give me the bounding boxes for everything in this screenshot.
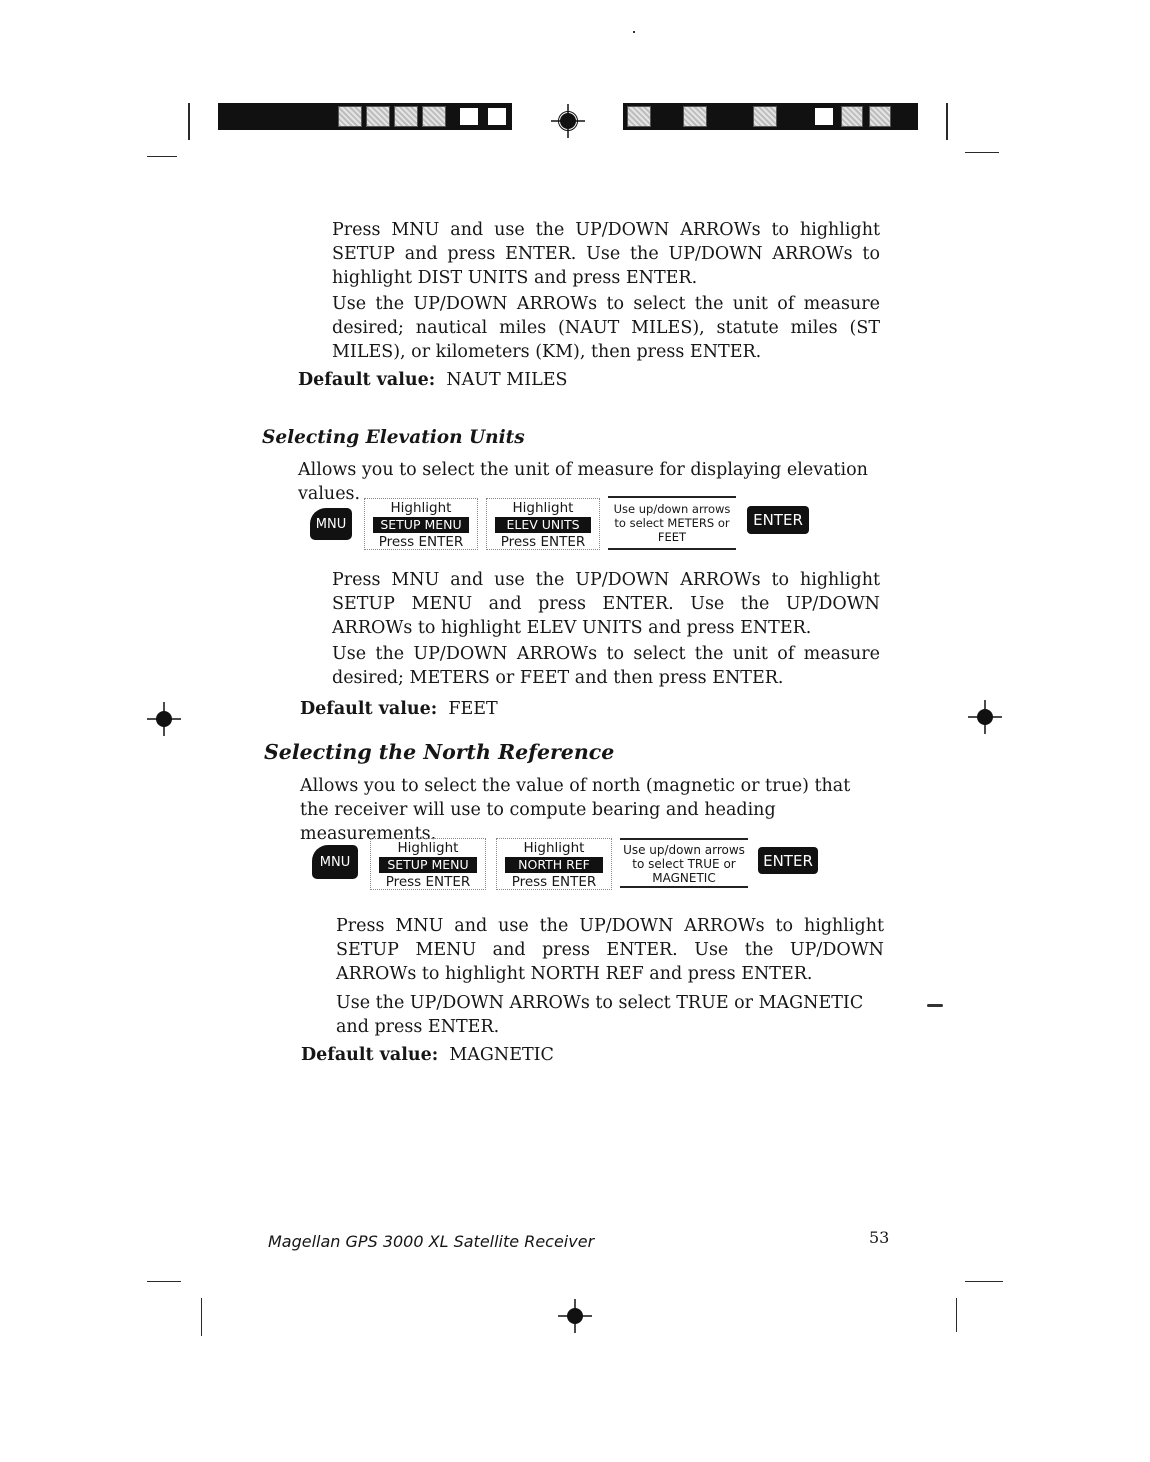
- default-label: Default value:: [300, 699, 438, 719]
- color-bar-right: [623, 103, 918, 130]
- intro-default-value: [298, 368, 568, 392]
- step-bottom-text: Press ENTER: [500, 534, 586, 550]
- crop-mark: [965, 152, 999, 153]
- footer-title: Magellan GPS 3000 XL Satellite Receiver: [268, 1232, 595, 1251]
- registration-mark-icon: [968, 700, 1002, 734]
- default-value: MAGNETIC: [449, 1045, 554, 1065]
- elevation-description: Allows you to select the unit of measure for displaying elevation values.: [298, 460, 868, 504]
- step-bottom-text: Press ENTER: [511, 874, 597, 890]
- color-bar-left: [218, 103, 512, 130]
- crop-mark: [147, 1281, 181, 1282]
- registration-mark-icon: [551, 104, 585, 138]
- crop-mark: [965, 1281, 1003, 1282]
- mnu-key-icon: MNU: [312, 845, 358, 879]
- step-instruction-note: [620, 838, 748, 888]
- registration-mark-icon: [147, 702, 181, 736]
- default-label: Default value:: [298, 370, 436, 390]
- step-top-text: Highlight: [523, 840, 585, 856]
- step-bottom-text: Press ENTER: [385, 874, 471, 890]
- elevation-heading: Selecting Elevation Units: [262, 427, 525, 448]
- elevation-default-value: [300, 697, 498, 721]
- step-highlight-text: SETUP MENU: [379, 857, 477, 873]
- note-line: FEET: [657, 530, 687, 544]
- step-highlight-text: SETUP MENU: [373, 517, 469, 533]
- north-procedure-diagram: [312, 836, 824, 896]
- enter-key-icon: ENTER: [747, 506, 809, 534]
- step-instruction-note: [608, 496, 736, 550]
- north-default-value: [301, 1043, 554, 1067]
- intro-paragraph-1: Press MNU and use the UP/DOWN ARROWs to highlight SETUP and press ENTER. Use the UP/DOWN ARROWs to highlight DIST UNITS and press ENTER.: [332, 220, 880, 288]
- step-setup-menu: [364, 498, 478, 550]
- step-top-text: Highlight: [512, 500, 574, 516]
- note-line: to select TRUE or: [632, 857, 736, 871]
- step-top-text: Highlight: [397, 840, 459, 856]
- crop-mark: [201, 1298, 202, 1336]
- step-setup-menu: [370, 838, 486, 890]
- scan-speck: [927, 1004, 943, 1007]
- registration-mark-icon: [558, 1299, 592, 1333]
- default-value: FEET: [448, 699, 498, 719]
- north-paragraph-2: Use the UP/DOWN ARROWs to select TRUE or MAGNETIC and press ENTER.: [336, 993, 864, 1037]
- north-paragraph-1: Press MNU and use the UP/DOWN ARROWs to highlight SETUP MENU and press ENTER. Use the UP/DOWN ARROWs to highlight NORTH REF and press ENTER.: [336, 916, 884, 984]
- step-top-text: Highlight: [390, 500, 452, 516]
- default-value: NAUT MILES: [446, 370, 568, 390]
- crop-mark: [147, 156, 177, 157]
- note-line: to select METERS or: [614, 516, 730, 530]
- north-heading: Selecting the North Reference: [264, 740, 615, 764]
- note-line: Use up/down arrows: [613, 502, 731, 516]
- step-highlight-text: ELEV UNITS: [495, 517, 591, 533]
- step-elev-units: [486, 498, 600, 550]
- note-line: MAGNETIC: [652, 871, 716, 885]
- crop-mark: [946, 103, 948, 140]
- crop-mark: [956, 1298, 957, 1332]
- scan-speck: [633, 31, 635, 33]
- enter-key-icon: ENTER: [758, 847, 818, 874]
- step-north-ref: [496, 838, 612, 890]
- note-line: Use up/down arrows: [623, 843, 745, 857]
- elevation-procedure-diagram: [310, 496, 820, 556]
- step-highlight-text: NORTH REF: [505, 857, 603, 873]
- mnu-key-icon: MNU: [310, 508, 352, 540]
- default-label: Default value:: [301, 1045, 439, 1065]
- step-bottom-text: Press ENTER: [378, 534, 464, 550]
- elevation-paragraph-1: Press MNU and use the UP/DOWN ARROWs to highlight SETUP MENU and press ENTER. Use the UP/DOWN ARROWs to highlight ELEV UNITS and press ENTER.: [332, 570, 880, 638]
- elevation-paragraph-2: Use the UP/DOWN ARROWs to select the unit of measure desired; METERS or FEET and then press ENTER.: [332, 644, 880, 688]
- page-number: 53: [869, 1228, 890, 1247]
- intro-paragraph-2: Use the UP/DOWN ARROWs to select the unit of measure desired; nautical miles (NAUT MILES), statute miles (ST MILES), or kilometers (KM), then press ENTER.: [332, 294, 880, 362]
- crop-mark: [188, 103, 190, 140]
- north-description: Allows you to select the value of north (magnetic or true) that the receiver will use to compute bearing and heading measurements.: [300, 776, 851, 844]
